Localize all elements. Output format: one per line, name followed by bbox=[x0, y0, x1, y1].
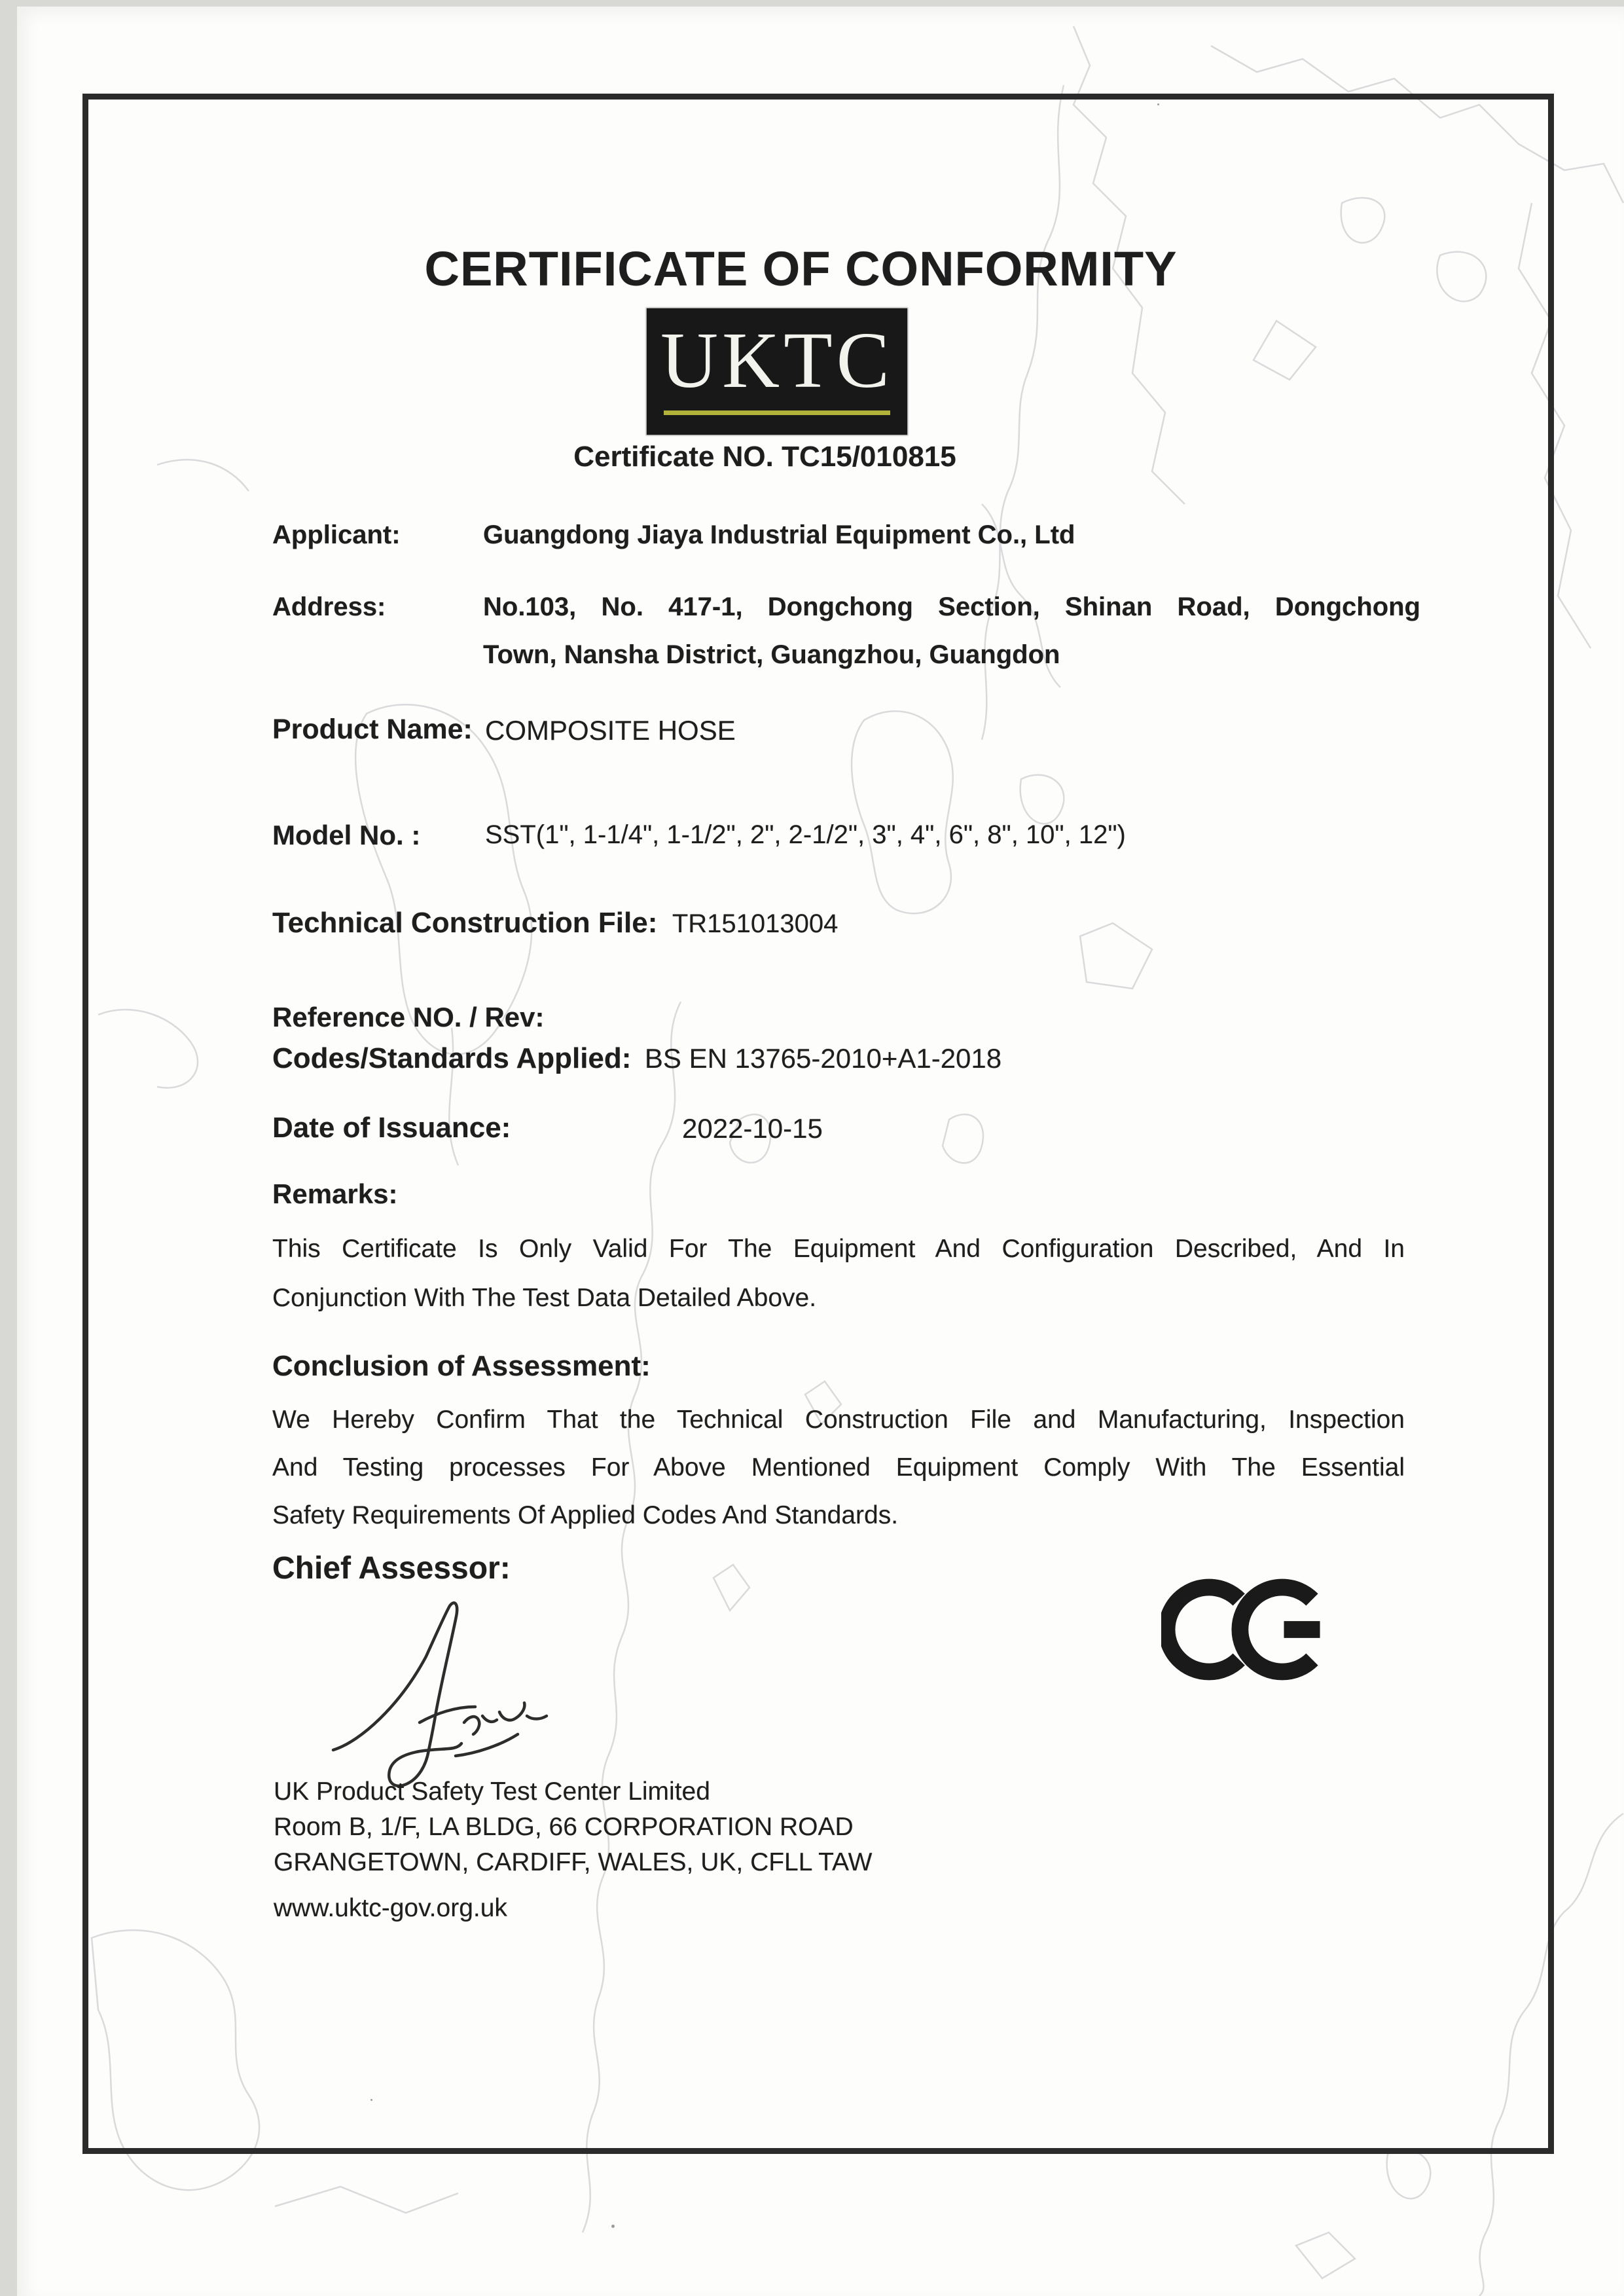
issuer-block bbox=[274, 1774, 872, 1926]
product-name-value: COMPOSITE HOSE bbox=[485, 715, 736, 746]
scan-speckle bbox=[370, 2099, 372, 2101]
codes-standards-label: Codes/Standards Applied: bbox=[272, 1042, 632, 1074]
issuer-address-line-2: GRANGETOWN, CARDIFF, WALES, UK, CFLL TAW bbox=[274, 1848, 873, 1876]
uktc-logo bbox=[647, 308, 907, 435]
model-no-value: SST(1", 1-1/4", 1-1/2", 2", 2-1/2", 3", 4", 6", 8", 10", 12") bbox=[485, 820, 1126, 849]
logo-underline bbox=[664, 410, 890, 415]
conclusion-line-1: We Hereby Confirm That the Technical Construction File and Manufacturing, Inspection bbox=[272, 1406, 1405, 1434]
certificate-number: Certificate NO. TC15/010815 bbox=[573, 441, 956, 473]
reference-label: Reference NO. / Rev: bbox=[272, 1002, 545, 1032]
ce-mark-icon bbox=[1161, 1571, 1330, 1688]
product-name-label: Product Name: bbox=[272, 714, 473, 745]
remarks-line-2: Conjunction With The Test Data Detailed Above. bbox=[272, 1284, 817, 1312]
date-of-issuance-value: 2022-10-15 bbox=[682, 1113, 823, 1144]
technical-file-row bbox=[272, 907, 838, 939]
applicant-label: Applicant: bbox=[272, 520, 401, 549]
scan-speckle bbox=[611, 2225, 615, 2228]
conclusion-line-3: Safety Requirements Of Applied Codes And Standards. bbox=[272, 1501, 899, 1529]
certificate-title: CERTIFICATE OF CONFORMITY bbox=[424, 242, 1178, 296]
conclusion-paragraph bbox=[272, 1396, 1405, 1539]
scan-speckle bbox=[1157, 103, 1159, 105]
certificate-page bbox=[17, 7, 1624, 2296]
technical-file-value: TR151013004 bbox=[672, 909, 839, 938]
issuer-company: UK Product Safety Test Center Limited bbox=[274, 1777, 710, 1806]
conclusion-line-2: And Testing processes For Above Mentioned Equipment Comply With The Essential bbox=[272, 1453, 1405, 1482]
conclusion-label: Conclusion of Assessment: bbox=[272, 1350, 651, 1382]
assessor-signature bbox=[321, 1594, 564, 1791]
uktc-logo-text: UKTC bbox=[660, 316, 894, 405]
address-line-1: No.103, No. 417-1, Dongchong Section, Shinan Road, Dongchong bbox=[483, 592, 1420, 621]
issuer-website: www.uktc-gov.org.uk bbox=[274, 1894, 507, 1922]
chief-assessor-label: Chief Assessor: bbox=[272, 1551, 511, 1586]
address-value bbox=[483, 592, 1420, 670]
address-line-2: Town, Nansha District, Guangzhou, Guangdon bbox=[483, 640, 1060, 669]
remarks-line-1: This Certificate Is Only Valid For The Equipment And Configuration Described, And In bbox=[272, 1235, 1405, 1263]
issuer-address-line-1: Room B, 1/F, LA BLDG, 66 CORPORATION ROAD bbox=[274, 1813, 854, 1841]
technical-file-label: Technical Construction File: bbox=[272, 907, 658, 939]
model-no-label: Model No. : bbox=[272, 820, 421, 850]
address-label: Address: bbox=[272, 592, 386, 621]
remarks-label: Remarks: bbox=[272, 1178, 398, 1209]
codes-standards-row bbox=[272, 1042, 1001, 1075]
codes-standards-value: BS EN 13765-2010+A1-2018 bbox=[644, 1043, 1002, 1074]
remarks-paragraph bbox=[272, 1224, 1405, 1322]
applicant-value: Guangdong Jiaya Industrial Equipment Co., Ltd bbox=[483, 520, 1075, 549]
date-of-issuance-label: Date of Issuance: bbox=[272, 1112, 511, 1144]
